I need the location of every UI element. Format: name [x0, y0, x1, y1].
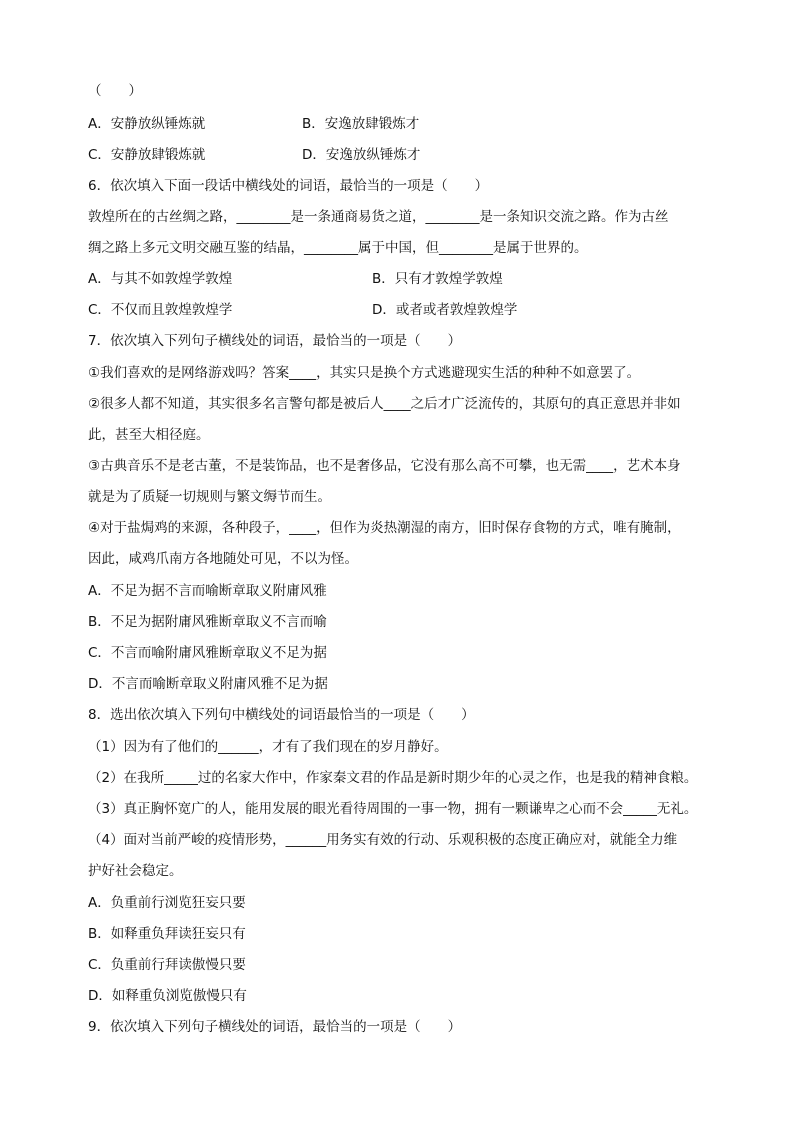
option-c: C．安静放肆锻炼就: [88, 147, 206, 163]
q8-line-5: 护好社会稳定。: [88, 863, 183, 879]
q7-line-4: ③古典音乐不是老古董，不是装饰品，也不是奢侈品，它没有那么高不可攀，也无需____，艺术本身: [88, 458, 681, 474]
q7-option-c: C．不言而喻附庸风雅断章取义不足为据: [88, 645, 327, 661]
q6-passage-line-2: 绸之路上多元文明交融互鉴的结晶，________属于中国，但________是属于世界的。: [88, 240, 588, 256]
option-b: B．安逸放肆锻炼才: [302, 116, 420, 132]
q7-line-1: ①我们喜欢的是网络游戏吗？答案____，其实只是换个方式逃避现实生活的种种不如意罢了。: [88, 365, 641, 381]
option-d: D．安逸放纵锤炼才: [302, 147, 421, 163]
q8-line-3: （3）真正胸怀宽广的人，能用发展的眼光看待周围的一事一物，拥有一颗谦卑之心而不会_____无礼。: [88, 801, 698, 817]
q7-option-a: A．不足为据不言而喻断章取义附庸风雅: [88, 583, 327, 599]
q8-line-2: （2）在我所_____过的名家大作中，作家秦文君的作品是新时期少年的心灵之作，也是我的精神食粮。: [88, 770, 698, 786]
q7-stem: 7．依次填入下列句子横线处的词语，最恰当的一项是（ ）: [88, 333, 462, 349]
q8-option-c: C．负重前行拜读傲慢只要: [88, 957, 246, 973]
option-d: D．或者或者敦煌敦煌学: [372, 302, 518, 318]
option-b: B．只有才敦煌学敦煌: [372, 271, 503, 287]
q8-line-4: （4）面对当前严峻的疫情形势，______用务实有效的行动、乐观积极的态度正确应对，就能全力维: [88, 832, 678, 848]
q7-option-d: D．不言而喻断章取义附庸风雅不足为据: [88, 676, 328, 692]
q8-option-b: B．如释重负拜读狂妄只有: [88, 926, 246, 942]
q9-stem: 9．依次填入下列句子横线处的词语，最恰当的一项是（ ）: [88, 1019, 462, 1035]
q8-stem: 8．选出依次填入下列句中横线处的词语最恰当的一项是（ ）: [88, 707, 475, 723]
q7-line-3: 此，甚至大相径庭。: [88, 427, 210, 443]
q6-passage-line-1: 敦煌所在的古丝绸之路，________是一条通商易货之道，________是一条知识交流之路。作为古丝: [88, 209, 669, 225]
q7-line-2: ②很多人都不知道，其实很多名言警句都是被后人____之后才广泛流传的，其原句的真正意思并非如: [88, 396, 681, 412]
q6-stem: 6．依次填入下面一段话中横线处的词语，最恰当的一项是（ ）: [88, 178, 489, 194]
option-c: C．不仅而且敦煌敦煌学: [88, 302, 233, 318]
q8-option-a: A．负重前行浏览狂妄只要: [88, 895, 246, 911]
q8-option-d: D．如释重负浏览傲慢只有: [88, 988, 247, 1004]
q8-line-1: （1）因为有了他们的______，才有了我们现在的岁月静好。: [88, 739, 448, 755]
option-a: A．安静放纵锤炼就: [88, 116, 206, 132]
option-a: A．与其不如敦煌学敦煌: [88, 271, 233, 287]
q7-line-6: ④对于盐焗鸡的来源，各种段子，____，但作为炎热潮湿的南方，旧时保存食物的方式，唯有腌制，: [88, 520, 681, 536]
q7-line-7: 因此，咸鸡爪南方各地随处可见，不以为怪。: [88, 551, 358, 567]
q7-option-b: B．不足为据附庸风雅断章取义不言而喻: [88, 614, 327, 630]
answer-bracket: （ ）: [88, 83, 142, 99]
q7-line-5: 就是为了质疑一切规则与繁文缛节而生。: [88, 489, 331, 505]
